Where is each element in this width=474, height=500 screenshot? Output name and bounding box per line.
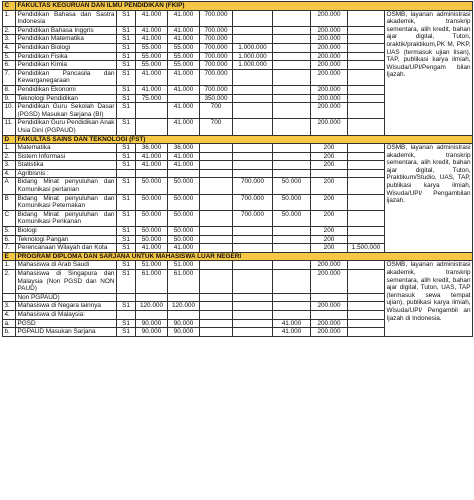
fee-col-7 — [348, 26, 385, 35]
fee-col-5: 50.000 — [273, 194, 311, 210]
program-name: Pendidikan Pancasila dan Kewarganegaraan — [17, 69, 115, 85]
degree-level: S1 — [117, 194, 136, 210]
degree-level: S1 — [117, 61, 136, 70]
fee-col-2: 41.000 — [168, 35, 200, 44]
row-number: 5. — [3, 52, 16, 61]
fee-col-1: 120.000 — [136, 302, 168, 311]
section-code: C — [3, 2, 16, 11]
fee-col-7 — [348, 161, 385, 170]
fee-col-4 — [233, 319, 273, 328]
row-number: 3. — [3, 161, 16, 170]
fee-col-7 — [348, 119, 385, 135]
fee-col-4: 1.000.000 — [233, 52, 273, 61]
fee-col-7 — [348, 328, 385, 337]
fee-col-7 — [348, 52, 385, 61]
fee-col-5 — [273, 61, 311, 70]
program-name: Pendidikan Guru Sekolah Dasar (PGSD) Masukan Sarjana (BI) — [17, 103, 115, 118]
row-number: 1. — [3, 144, 16, 153]
fee-col-2: 50.000 — [168, 235, 200, 244]
fee-col-6: 200.000 — [311, 261, 348, 270]
section-title: PROGRAM DIPLOMA DAN SARJANA UNTUK MAHASISWA LUAR NEGERI — [16, 252, 473, 261]
fee-col-5 — [273, 35, 311, 44]
fee-col-3: 700 — [200, 119, 233, 135]
fee-col-7 — [348, 35, 385, 44]
degree-level: S1 — [117, 35, 136, 44]
fee-col-5 — [273, 244, 311, 253]
fee-col-7 — [348, 210, 385, 226]
degree-level: S1 — [117, 270, 136, 294]
row-number: a. — [3, 319, 16, 328]
fee-col-2 — [168, 293, 200, 302]
fee-col-1: 41.000 — [136, 35, 168, 44]
fee-col-1: 41.000 — [136, 26, 168, 35]
fee-col-4: 1.000.000 — [233, 61, 273, 70]
fee-col-3 — [200, 293, 233, 302]
fee-col-4 — [233, 261, 273, 270]
program-name: Pendidikan Biologi — [16, 43, 117, 52]
fee-col-5: 50.000 — [273, 210, 311, 226]
fee-col-3: 700.000 — [200, 52, 233, 61]
fee-col-6: 200.000 — [311, 61, 348, 70]
fee-col-3: 700.000 — [200, 26, 233, 35]
row-number: 2. — [3, 152, 16, 161]
fee-col-1 — [136, 293, 168, 302]
included-services-note: OSMB, layanan administrasi akademik, transkrip sementara, alih kredit, bahan ajar digital, Tuton, oraktik/praktikum,PK M, PKP, UAS (termasuk ujian lisan), TAP, publikasi karya ilmiah, Wisuda/UPI/Pengam bilan Ijazah. — [385, 10, 473, 135]
fee-col-4: 700.000 — [233, 194, 273, 210]
fee-col-6: 200.000 — [311, 270, 348, 294]
fee-col-4 — [233, 244, 273, 253]
row-number: 1. — [3, 261, 16, 270]
degree-level: S1 — [117, 328, 136, 337]
fee-col-2: 41.000 — [168, 119, 200, 135]
fee-col-2: 55.000 — [168, 61, 200, 70]
fee-col-4 — [233, 235, 273, 244]
degree-level: S1 — [117, 261, 136, 270]
fee-col-1: 50.000 — [136, 235, 168, 244]
fee-col-4 — [233, 94, 273, 103]
program-name: Statistika — [16, 161, 117, 170]
fee-col-1: 51.000 — [136, 261, 168, 270]
degree-level: S1 — [117, 69, 136, 85]
fee-col-4 — [233, 26, 273, 35]
row-number: 5. — [3, 227, 16, 236]
fee-col-1: 41.000 — [136, 10, 168, 26]
fee-col-6: 200.000 — [311, 94, 348, 103]
degree-level: S1 — [117, 103, 136, 119]
fee-col-6: 200.000 — [311, 328, 348, 337]
program-name: Pendidikan Bahasa Inggris — [16, 26, 117, 35]
fee-col-7 — [348, 169, 385, 178]
fee-col-2: 61.000 — [168, 270, 200, 294]
program-name: Sistem Informasi — [16, 152, 117, 161]
row-number: 1. — [3, 10, 16, 26]
fee-col-4 — [233, 293, 273, 302]
fee-col-6: 200.000 — [311, 43, 348, 52]
fee-col-4 — [233, 103, 273, 119]
fee-col-1: 41.000 — [136, 85, 168, 94]
fee-col-7 — [348, 10, 385, 26]
section-header-d — [3, 135, 473, 144]
fee-col-6: 200 — [311, 235, 348, 244]
fee-col-5: 41.000 — [273, 319, 311, 328]
fee-col-3 — [200, 244, 233, 253]
fee-col-6: 200.000 — [311, 85, 348, 94]
fee-col-5 — [273, 152, 311, 161]
degree-level: S1 — [117, 319, 136, 328]
degree-level: S1 — [117, 26, 136, 35]
fee-col-1: 50.000 — [136, 178, 168, 194]
fee-col-7 — [348, 235, 385, 244]
fee-col-1: 61.000 — [136, 270, 168, 294]
fee-col-6 — [311, 169, 348, 178]
row-number: 2. — [3, 26, 16, 35]
fee-col-6: 200.000 — [311, 10, 348, 26]
fee-col-7 — [348, 302, 385, 311]
row-number: 6. — [3, 235, 16, 244]
fee-col-1: 55.000 — [136, 43, 168, 52]
fee-col-7 — [348, 293, 385, 302]
degree-level: S1 — [117, 85, 136, 94]
row-number: 10. — [3, 103, 16, 119]
fee-col-4 — [233, 152, 273, 161]
fee-col-6: 200 — [311, 161, 348, 170]
section-title: FAKULTAS KEGURUAN DAN ILMU PENDIDIKAN (FKIP) — [16, 2, 473, 11]
fee-col-4 — [233, 119, 273, 135]
row-number: 11. — [3, 119, 16, 135]
degree-level: S1 — [117, 10, 136, 26]
fee-col-6: 200 — [311, 178, 348, 194]
fee-col-1 — [136, 119, 168, 135]
row-number: 9. — [3, 94, 16, 103]
fee-col-5 — [273, 161, 311, 170]
fee-col-3 — [200, 319, 233, 328]
fee-col-3: 350.000 — [200, 94, 233, 103]
degree-level: S1 — [117, 152, 136, 161]
section-header-c — [3, 2, 473, 11]
fee-col-2: 50.000 — [168, 227, 200, 236]
degree-level: S1 — [117, 210, 136, 226]
fee-col-5 — [273, 293, 311, 302]
fee-col-6 — [311, 310, 348, 319]
fee-col-3 — [200, 261, 233, 270]
fee-col-3 — [200, 178, 233, 194]
fee-col-1: 90.000 — [136, 319, 168, 328]
fee-col-2: 41.000 — [168, 26, 200, 35]
fee-col-7 — [348, 144, 385, 153]
fee-table-body — [3, 2, 473, 337]
fee-col-7 — [348, 43, 385, 52]
fee-col-4 — [233, 270, 273, 294]
table-row — [3, 261, 473, 270]
degree-level: S1 — [117, 119, 136, 135]
fee-col-1: 41.000 — [136, 161, 168, 170]
fee-col-2: 41.000 — [168, 85, 200, 94]
program-name: Pendidikan Fisika — [16, 52, 117, 61]
program-name: Pendidikan Ekonomi — [16, 85, 117, 94]
fee-table-sheet — [2, 1, 472, 337]
fee-col-3 — [200, 302, 233, 311]
fee-col-7 — [348, 227, 385, 236]
program-name: Teknologi Pendidikan — [16, 94, 117, 103]
program-name: Pendidikan Matematika — [16, 35, 117, 44]
fee-col-6: 200.000 — [311, 26, 348, 35]
fee-col-6: 200 — [311, 227, 348, 236]
row-number: 7. — [3, 69, 16, 85]
fee-col-5: 41.000 — [273, 328, 311, 337]
degree-level: S1 — [117, 94, 136, 103]
fee-col-5: 50.000 — [273, 178, 311, 194]
fee-col-4 — [233, 169, 273, 178]
included-services-note: OSMB, layanan administrasi akademik, transkrip sementara, alih kredit, bahan ajar digital, Tuton, UAS, TAP (termasuk sewa tempat ujian), publikasi karya ilmiah, Wisuda/UPI/ Pengambil an Ijazah di Indonesia. — [385, 261, 473, 336]
fee-col-4 — [233, 161, 273, 170]
fee-col-2: 51.000 — [168, 261, 200, 270]
fee-col-5 — [273, 10, 311, 26]
fee-col-2: 50.000 — [168, 194, 200, 210]
fee-col-5 — [273, 270, 311, 294]
fee-col-3 — [200, 235, 233, 244]
fee-col-6: 200.000 — [311, 52, 348, 61]
row-number: 4. — [3, 310, 16, 319]
fee-col-7 — [348, 194, 385, 210]
fee-col-6: 200.000 — [311, 35, 348, 44]
fee-col-1: 41.000 — [136, 69, 168, 85]
fee-col-1 — [136, 169, 168, 178]
fee-col-4 — [233, 85, 273, 94]
fee-col-4 — [233, 227, 273, 236]
row-number: 7. — [3, 244, 16, 253]
fee-col-1: 50.000 — [136, 227, 168, 236]
fee-col-7 — [348, 69, 385, 85]
fee-col-1: 55.000 — [136, 61, 168, 70]
fee-col-5 — [273, 302, 311, 311]
fee-col-6: 200.000 — [311, 119, 348, 135]
fee-col-5 — [273, 94, 311, 103]
section-code: E — [3, 252, 16, 261]
program-name: Mahasiswa di Malaysia: — [16, 310, 117, 319]
fee-col-3: 700.000 — [200, 43, 233, 52]
program-name: PGSD — [16, 319, 117, 328]
degree-level: S1 — [117, 302, 136, 311]
degree-level: S1 — [117, 227, 136, 236]
program-name: Matematika — [16, 144, 117, 153]
row-number: 4. — [3, 43, 16, 52]
program-name: Pendidikan Guru Pendidikan Anak Usia Dini (PGPAUD) — [17, 119, 115, 134]
row-number: 4. — [3, 169, 16, 178]
program-name: Bidang Minat penyuluhan dan Komunikasi pertanian — [17, 178, 115, 194]
fee-col-4 — [233, 69, 273, 85]
fee-col-7 — [348, 270, 385, 294]
row-number: 3. — [3, 35, 16, 44]
fee-col-3 — [200, 169, 233, 178]
fee-col-1: 41.000 — [136, 244, 168, 253]
fee-col-5 — [273, 43, 311, 52]
fee-col-7 — [348, 61, 385, 70]
fee-col-6: 200 — [311, 194, 348, 210]
fee-col-1: 50.000 — [136, 210, 168, 226]
program-name: PGPAUD Masukan Sarjana — [16, 328, 117, 337]
fee-col-4 — [233, 10, 273, 26]
fee-col-6: 200 — [311, 244, 348, 253]
degree-level: S1 — [117, 144, 136, 153]
row-number: 8. — [3, 85, 16, 94]
fee-col-6: 200 — [311, 144, 348, 153]
fee-col-4: 700.000 — [233, 210, 273, 226]
row-number: 3. — [3, 302, 16, 311]
fee-col-5 — [273, 235, 311, 244]
fee-table — [2, 1, 473, 337]
fee-col-2: 41.000 — [168, 69, 200, 85]
row-number: B — [3, 194, 16, 210]
fee-col-2: 55.000 — [168, 43, 200, 52]
degree-level — [117, 169, 136, 178]
program-name: Mahasiswa di Negara lainnya — [16, 302, 117, 311]
program-name: Mahasiswa di Arab Saudi — [16, 261, 117, 270]
fee-col-4 — [233, 35, 273, 44]
included-services-note: OSMB, layanan administrasi akademik, transkrip sementara, alih kredit, bahan ajar digital, Tuton, Praktikum/Studio, UAS, TAP, publikasi karya ilmiah, Wisuda/UPI/ Pengambilan ijazah. — [385, 144, 473, 253]
section-header-e — [3, 252, 473, 261]
fee-col-7 — [348, 94, 385, 103]
fee-col-5 — [273, 85, 311, 94]
fee-col-3 — [200, 144, 233, 153]
row-number: b. — [3, 328, 16, 337]
fee-col-3 — [200, 328, 233, 337]
fee-col-2: 41.000 — [168, 161, 200, 170]
fee-col-6: 200.000 — [311, 69, 348, 85]
fee-col-6: 200.000 — [311, 302, 348, 311]
fee-col-2: 41.000 — [168, 152, 200, 161]
fee-col-5 — [273, 169, 311, 178]
fee-col-5 — [273, 310, 311, 319]
fee-col-1: 36.000 — [136, 144, 168, 153]
fee-col-7 — [348, 178, 385, 194]
fee-col-6 — [311, 293, 348, 302]
fee-col-3: 700.000 — [200, 61, 233, 70]
section-code: D — [3, 135, 16, 144]
fee-col-5 — [273, 103, 311, 119]
program-name: Agribisnis : — [16, 169, 117, 178]
degree-level: S1 — [117, 244, 136, 253]
program-name: Teknologi Pangan — [16, 235, 117, 244]
fee-col-5 — [273, 261, 311, 270]
program-name: Bidang Minat penyuluhan dan Komunikasi Perikanan — [17, 210, 115, 226]
fee-col-4: 1.000.000 — [233, 43, 273, 52]
fee-col-3: 700.000 — [200, 85, 233, 94]
degree-level: S1 — [117, 52, 136, 61]
fee-col-4: 700.000 — [233, 178, 273, 194]
fee-col-3: 700.000 — [200, 69, 233, 85]
fee-col-7 — [348, 319, 385, 328]
fee-col-7 — [348, 103, 385, 119]
table-row — [3, 10, 473, 26]
fee-col-3 — [200, 152, 233, 161]
fee-col-2: 90.000 — [168, 328, 200, 337]
fee-col-6: 200 — [311, 152, 348, 161]
fee-col-7 — [348, 85, 385, 94]
fee-col-3 — [200, 227, 233, 236]
degree-level: S1 — [117, 178, 136, 194]
fee-col-6: 200 — [311, 210, 348, 226]
fee-col-1 — [136, 310, 168, 319]
row-number: A — [3, 178, 16, 194]
fee-col-2: 90.000 — [168, 319, 200, 328]
fee-col-2: 36.000 — [168, 144, 200, 153]
fee-col-2 — [168, 94, 200, 103]
fee-col-2: 41.000 — [168, 103, 200, 119]
fee-col-1: 90.000 — [136, 328, 168, 337]
fee-col-4 — [233, 310, 273, 319]
table-row — [3, 144, 473, 153]
fee-col-1: 75.000 — [136, 94, 168, 103]
fee-col-2: 50.000 — [168, 210, 200, 226]
fee-col-7: 1.500.000 — [348, 244, 385, 253]
row-number: C — [3, 210, 16, 226]
fee-col-5 — [273, 144, 311, 153]
fee-col-3 — [200, 194, 233, 210]
fee-col-2: 41.000 — [168, 10, 200, 26]
fee-col-1: 50.000 — [136, 194, 168, 210]
fee-col-2 — [168, 310, 200, 319]
row-number — [3, 293, 16, 302]
fee-col-4 — [233, 302, 273, 311]
fee-col-3 — [200, 310, 233, 319]
fee-col-4 — [233, 144, 273, 153]
program-name: Pendidikan Kimia — [16, 61, 117, 70]
fee-col-3 — [200, 210, 233, 226]
fee-col-7 — [348, 310, 385, 319]
degree-level — [117, 310, 136, 319]
fee-col-3 — [200, 270, 233, 294]
fee-col-2: 120.000 — [168, 302, 200, 311]
fee-col-6: 200.000 — [311, 103, 348, 119]
degree-level — [117, 293, 136, 302]
fee-col-3: 700.000 — [200, 35, 233, 44]
fee-col-2: 50.000 — [168, 178, 200, 194]
fee-col-5 — [273, 26, 311, 35]
fee-col-5 — [273, 227, 311, 236]
fee-col-2: 41.000 — [168, 244, 200, 253]
fee-col-2 — [168, 169, 200, 178]
fee-col-3 — [200, 161, 233, 170]
program-name: Bidang Minat penyuluhan dan Komunikasi Peternakan — [17, 194, 115, 210]
degree-level: S1 — [117, 43, 136, 52]
program-name: Perencanaan Wilayah dan Kota — [16, 244, 117, 253]
fee-col-5 — [273, 119, 311, 135]
section-title: FAKULTAS SAINS DAN TEKNOLOGI (FST) — [16, 135, 473, 144]
program-name: Pendidikan Bahasa dan Sastra Indonesia — [17, 10, 115, 26]
fee-col-7 — [348, 152, 385, 161]
fee-col-3: 700 — [200, 103, 233, 119]
fee-col-4 — [233, 328, 273, 337]
fee-col-1: 55.000 — [136, 52, 168, 61]
program-name: Non PGPAUD) — [16, 293, 117, 302]
program-name: Biologi — [16, 227, 117, 236]
fee-col-6: 200.000 — [311, 319, 348, 328]
fee-col-5 — [273, 52, 311, 61]
row-number: 2. — [3, 270, 16, 294]
fee-col-1: 41.000 — [136, 152, 168, 161]
fee-col-3: 700.000 — [200, 10, 233, 26]
row-number: 6. — [3, 61, 16, 70]
fee-col-2: 55.000 — [168, 52, 200, 61]
fee-col-1 — [136, 103, 168, 119]
degree-level: S1 — [117, 235, 136, 244]
program-name: Mahasiswa di Singapura dan Malaysia (Non PGSD dan NON PAUD) — [17, 270, 115, 293]
degree-level: S1 — [117, 161, 136, 170]
fee-col-5 — [273, 69, 311, 85]
fee-col-7 — [348, 261, 385, 270]
